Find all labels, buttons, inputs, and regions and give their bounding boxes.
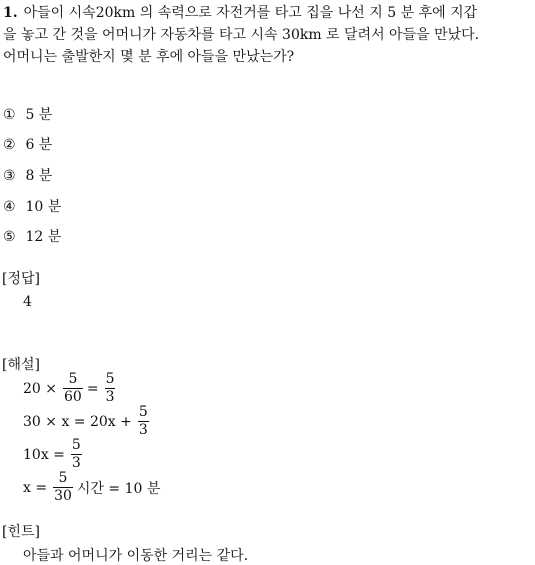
equation-2 <box>23 404 153 439</box>
hint-label: [힌트] <box>2 524 40 540</box>
equation-4 <box>23 470 164 505</box>
eq1-frac2-numerator: 5 <box>105 371 115 387</box>
question-number: 1. <box>3 5 18 21</box>
eq4-fraction <box>53 470 73 505</box>
eq1-equals: = <box>86 380 99 397</box>
choice-text: 12 분 <box>25 229 62 245</box>
eq1-lhs: 20 × <box>23 380 57 397</box>
eq3-fraction <box>71 437 82 472</box>
eq1-fraction-1 <box>63 371 83 406</box>
equation-1 <box>23 371 119 406</box>
choice-mark: ④ <box>3 199 16 215</box>
choice-text: 8 분 <box>25 168 53 184</box>
eq2-denominator: 3 <box>138 422 148 438</box>
eq1-frac1-denominator: 60 <box>64 389 82 405</box>
eq2-lhs: 30 × x = 20x + <box>23 413 132 430</box>
choice-mark: ② <box>3 137 16 153</box>
eq2-fraction <box>138 404 149 439</box>
question-text-2: 을 놓고 간 것을 어머니가 자동차를 타고 시속 30km 로 달려서 아들을 만났다. <box>3 27 480 43</box>
question-text-1: 아들이 시속20km 의 속력으로 자전거를 타고 집을 나선 지 5 분 후에 지갑 <box>23 5 478 21</box>
answer-label: [정답] <box>2 271 40 287</box>
choice-3[interactable] <box>3 165 52 185</box>
hint-text: 아들과 어머니가 이동한 거리는 같다. <box>23 548 249 564</box>
choice-4[interactable] <box>3 196 61 216</box>
choice-mark: ③ <box>3 168 16 184</box>
eq1-fraction-2 <box>105 371 116 406</box>
eq1-frac2-denominator: 3 <box>105 389 115 405</box>
eq2-numerator: 5 <box>138 404 148 420</box>
equation-3 <box>23 437 86 472</box>
eq3-lhs: 10x = <box>23 446 65 463</box>
choice-mark: ① <box>3 107 16 123</box>
choice-text: 6 분 <box>25 137 53 153</box>
eq4-lhs: x = <box>23 479 48 496</box>
choice-text: 10 분 <box>25 199 62 215</box>
answer-value: 4 <box>23 294 32 310</box>
eq4-rhs: 시간 = 10 분 <box>76 480 161 497</box>
question-text-3: 어머니는 출발한지 몇 분 후에 아들을 만났는가? <box>3 49 295 65</box>
choice-mark: ⑤ <box>3 229 16 245</box>
eq3-denominator: 3 <box>71 455 81 471</box>
eq3-numerator: 5 <box>71 437 81 453</box>
question-line-1 <box>3 2 477 22</box>
eq1-frac1-numerator: 5 <box>63 371 83 389</box>
eq4-numerator: 5 <box>53 470 73 488</box>
eq4-denominator: 30 <box>54 488 72 504</box>
choice-text: 5 분 <box>25 107 53 123</box>
choice-2[interactable] <box>3 134 52 154</box>
choice-1[interactable] <box>3 104 52 124</box>
choice-5[interactable] <box>3 226 61 246</box>
explanation-label: [해설] <box>2 357 40 373</box>
